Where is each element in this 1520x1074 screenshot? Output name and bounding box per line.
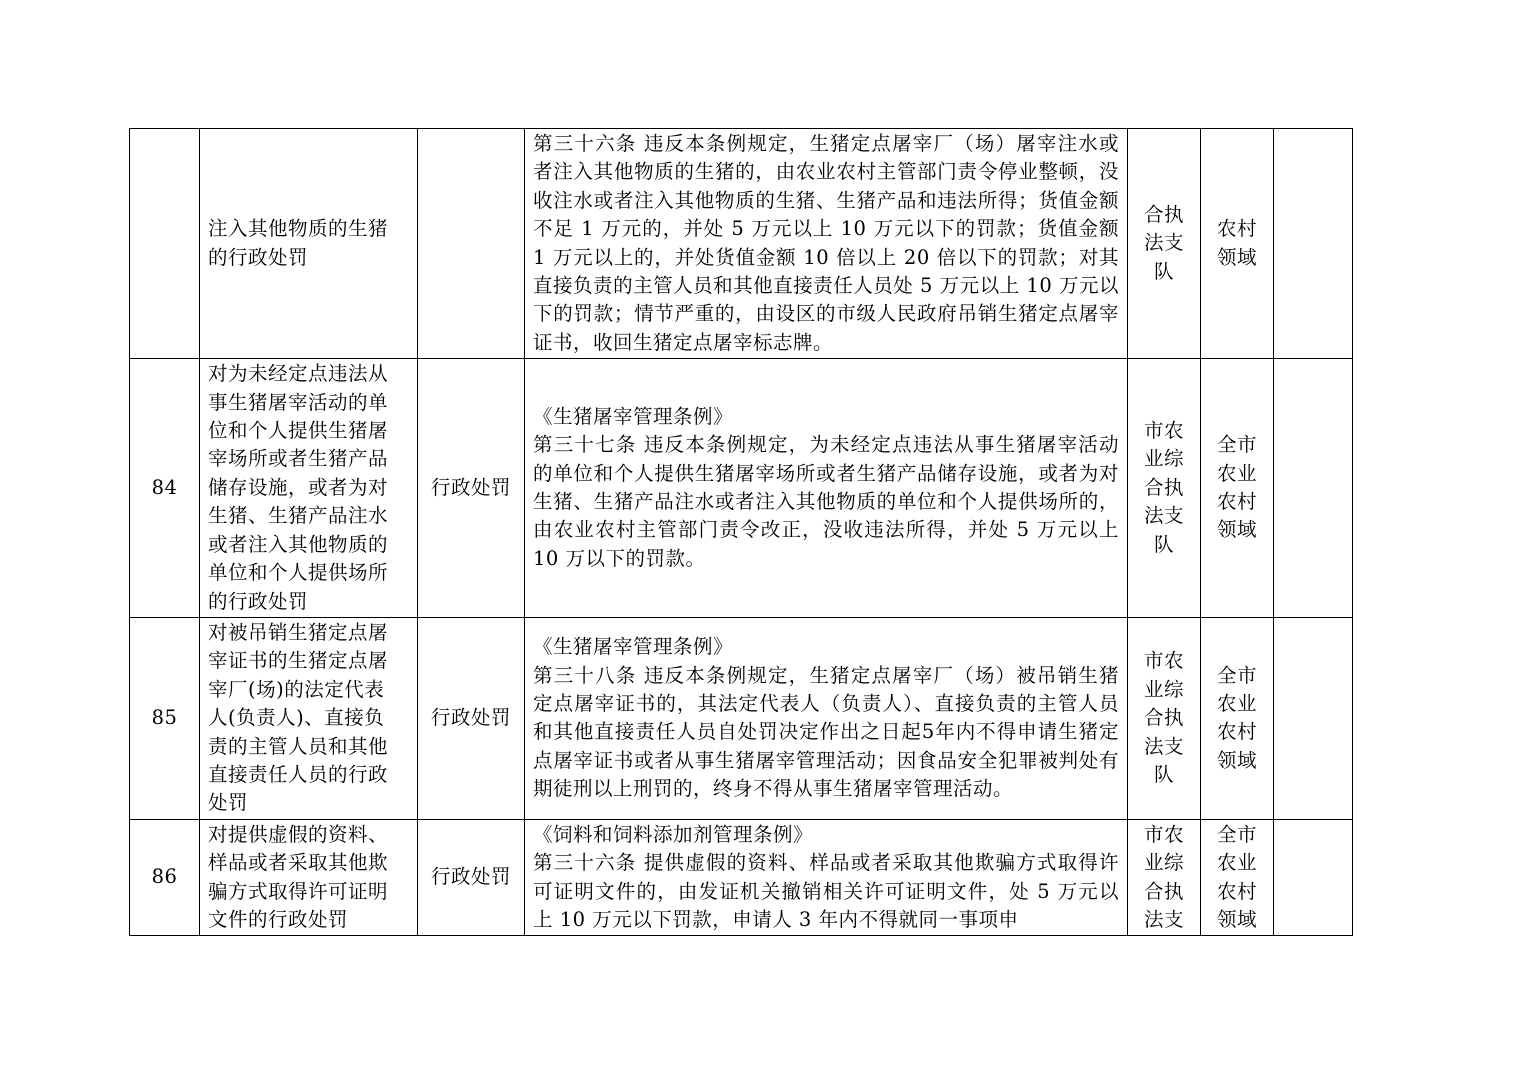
penalty-type: 行政处罚 — [418, 359, 525, 618]
penalty-type — [418, 129, 525, 359]
legal-basis: 《生猪屠宰管理条例》 第三十八条 违反本条例规定，生猪定点屠宰厂（场）被吊销生猪定点屠宰证书的，其法定代表人（负责人）、直接负责的主管人员和其他直接责任人员自处罚决定作出之日起5年内不得申请生猪定点屠宰证书或者从事生猪屠宰管理活动；因食品安全犯罪被判处有期徒刑以上刑罚的，终身不得从事生猪屠宰管理活动。 — [525, 617, 1128, 819]
scope: 全市 农业 农村 领域 — [1201, 617, 1274, 819]
row-number — [130, 129, 200, 359]
legal-basis: 《饲料和饲料添加剂管理条例》 第三十六条 提供虚假的资料、样品或者采取其他欺骗方式取得许可证明文件的，由发证机关撤销相关许可证明文件，处 5 万元以上 10 万元以下罚款，申请人 3 年内不得就同一事项申 — [525, 819, 1128, 936]
enforcement-department: 市农 业综 合执 法支 队 — [1128, 359, 1201, 618]
note — [1274, 359, 1353, 618]
scope: 全市 农业 农村 领域 — [1201, 359, 1274, 618]
penalty-item-name: 注入其他物质的生猪 的行政处罚 — [200, 129, 418, 359]
row-number: 85 — [130, 617, 200, 819]
table-row — [130, 819, 1353, 936]
penalty-table — [129, 128, 1353, 936]
penalty-item-name: 对提供虚假的资料、 样品或者采取其他欺 骗方式取得许可证明 文件的行政处罚 — [200, 819, 418, 936]
table-row — [130, 359, 1353, 618]
row-number: 86 — [130, 819, 200, 936]
note — [1274, 819, 1353, 936]
row-number: 84 — [130, 359, 200, 618]
note — [1274, 617, 1353, 819]
table-row — [130, 129, 1353, 359]
note — [1274, 129, 1353, 359]
table-row — [130, 617, 1353, 819]
scope: 农村 领域 — [1201, 129, 1274, 359]
scope: 全市 农业 农村 领域 — [1201, 819, 1274, 936]
legal-basis: 《生猪屠宰管理条例》 第三十七条 违反本条例规定，为未经定点违法从事生猪屠宰活动的单位和个人提供生猪屠宰场所或者生猪产品储存设施，或者为对生猪、生猪产品注水或者注入其他物质的单位和个人提供场所的，由农业农村主管部门责令改正，没收违法所得，并处 5 万元以上 10 万以下的罚款。 — [525, 359, 1128, 618]
legal-basis: 第三十六条 违反本条例规定，生猪定点屠宰厂（场）屠宰注水或者注入其他物质的生猪的，由农业农村主管部门责令停业整顿，没收注水或者注入其他物质的生猪、生猪产品和违法所得；货值金额不足 1 万元的，并处 5 万元以上 10 万元以下的罚款；货值金额 1 万元以上的，并处货值金额 10 倍以上 20 倍以下的罚款；对其直接负责的主管人员和其他直接责任人员处 5 万元以上 10 万元以下的罚款；情节严重的，由设区的市级人民政府吊销生猪定点屠宰证书，收回生猪定点屠宰标志牌。 — [525, 129, 1128, 359]
penalty-type: 行政处罚 — [418, 819, 525, 936]
penalty-item-name: 对为未经定点违法从 事生猪屠宰活动的单 位和个人提供生猪屠 宰场所或者生猪产品 储存设施，或者为对 生猪、生猪产品注水 或者注入其他物质的 单位和个人提供场所 的行政处罚 — [200, 359, 418, 618]
enforcement-department: 市农 业综 合执 法支 — [1128, 819, 1201, 936]
penalty-item-name: 对被吊销生猪定点屠 宰证书的生猪定点屠 宰厂(场)的法定代表 人(负责人)、直接负 责的主管人员和其他 直接责任人员的行政 处罚 — [200, 617, 418, 819]
enforcement-department: 合执 法支 队 — [1128, 129, 1201, 359]
penalty-type: 行政处罚 — [418, 617, 525, 819]
enforcement-department: 市农 业综 合执 法支 队 — [1128, 617, 1201, 819]
